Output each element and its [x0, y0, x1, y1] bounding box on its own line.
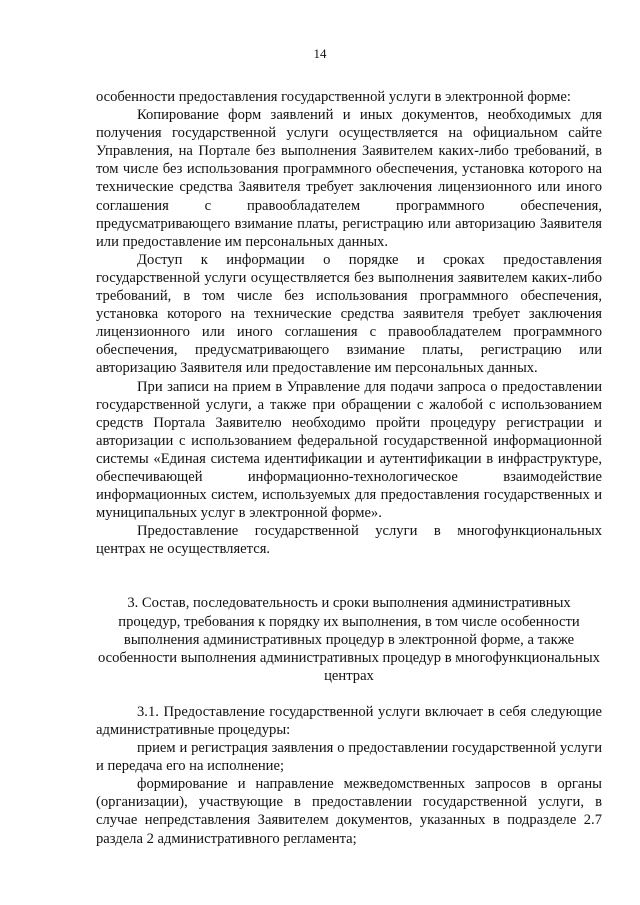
document-body [96, 88, 602, 848]
procedure-item-reception: прием и регистрация заявления о предоставлении государственной услуги и передача его на исполнение; [96, 740, 602, 775]
page-number: 14 [313, 46, 327, 61]
paragraph-form-copying: Копирование форм заявлений и иных документов, необходимых для получения государственной услуги осуществляется на официальном сайте Управления, на Портале без выполнения Заявителем каких-либо требований, в том числе без использования программного обеспечения, установка которого на технические средства Заявителя требует заключения лицензионного или иного соглашения с правообладателем программного обеспечения, предусматривающего взимание платы, регистрацию или авторизацию Заявителя или предоставление им персональных данных. [96, 107, 602, 250]
paragraph-portal-registration: При записи на прием в Управление для подачи запроса о предоставлении государственной услуги, а также при обращении с жалобой с использованием средств Портала Заявителю необходимо пройти процедуру регистрации и авторизации с использованием федеральной государственной информационной системы «Единая система идентификации и аутентификации в инфраструктуре, обеспечивающей информационно-технологическое взаимодействие информационных систем, используемых для предоставления государственных и муниципальных услуг в электронной форме». [96, 378, 602, 522]
heading-gap [96, 685, 602, 703]
procedure-item-interagency-requests: формирование и направление межведомственных запросов в органы (организации), участвующие в предоставлении государственной услуги, в случае непредставления Заявителем документов, указанных в подразделе 2.7 раздела 2 административного регламента; [96, 776, 602, 847]
paragraph-mfc: Предоставление государственной услуги в многофункциональных центрах не осуществляется. [96, 523, 602, 558]
section-gap [96, 558, 602, 594]
section-heading: 3. Состав, последовательность и сроки выполнения административных процедур, требования к порядку их выполнения, в том числе особенности выполнения административных процедур в электронной форме, а также особенности выполнения административных процедур в многофункциональных центрах [98, 595, 600, 684]
paragraph-3-1: 3.1. Предоставление государственной услуги включает в себя следующие административные процедуры: [96, 703, 602, 738]
paragraph-info-access: Доступ к информации о порядке и сроках предоставления государственной услуги осуществляется без выполнения заявителем каких-либо требований, в том числе без использования программного обеспечения, установка которого на технические средства заявителя требует заключения лицензионного или иного соглашения с правообладателем программного обеспечения, предусматривающего взимание платы, регистрацию или авторизацию Заявителя или предоставление им персональных данных. [96, 251, 602, 377]
paragraph-continuation: особенности предоставления государственной услуги в электронной форме: [96, 89, 571, 105]
